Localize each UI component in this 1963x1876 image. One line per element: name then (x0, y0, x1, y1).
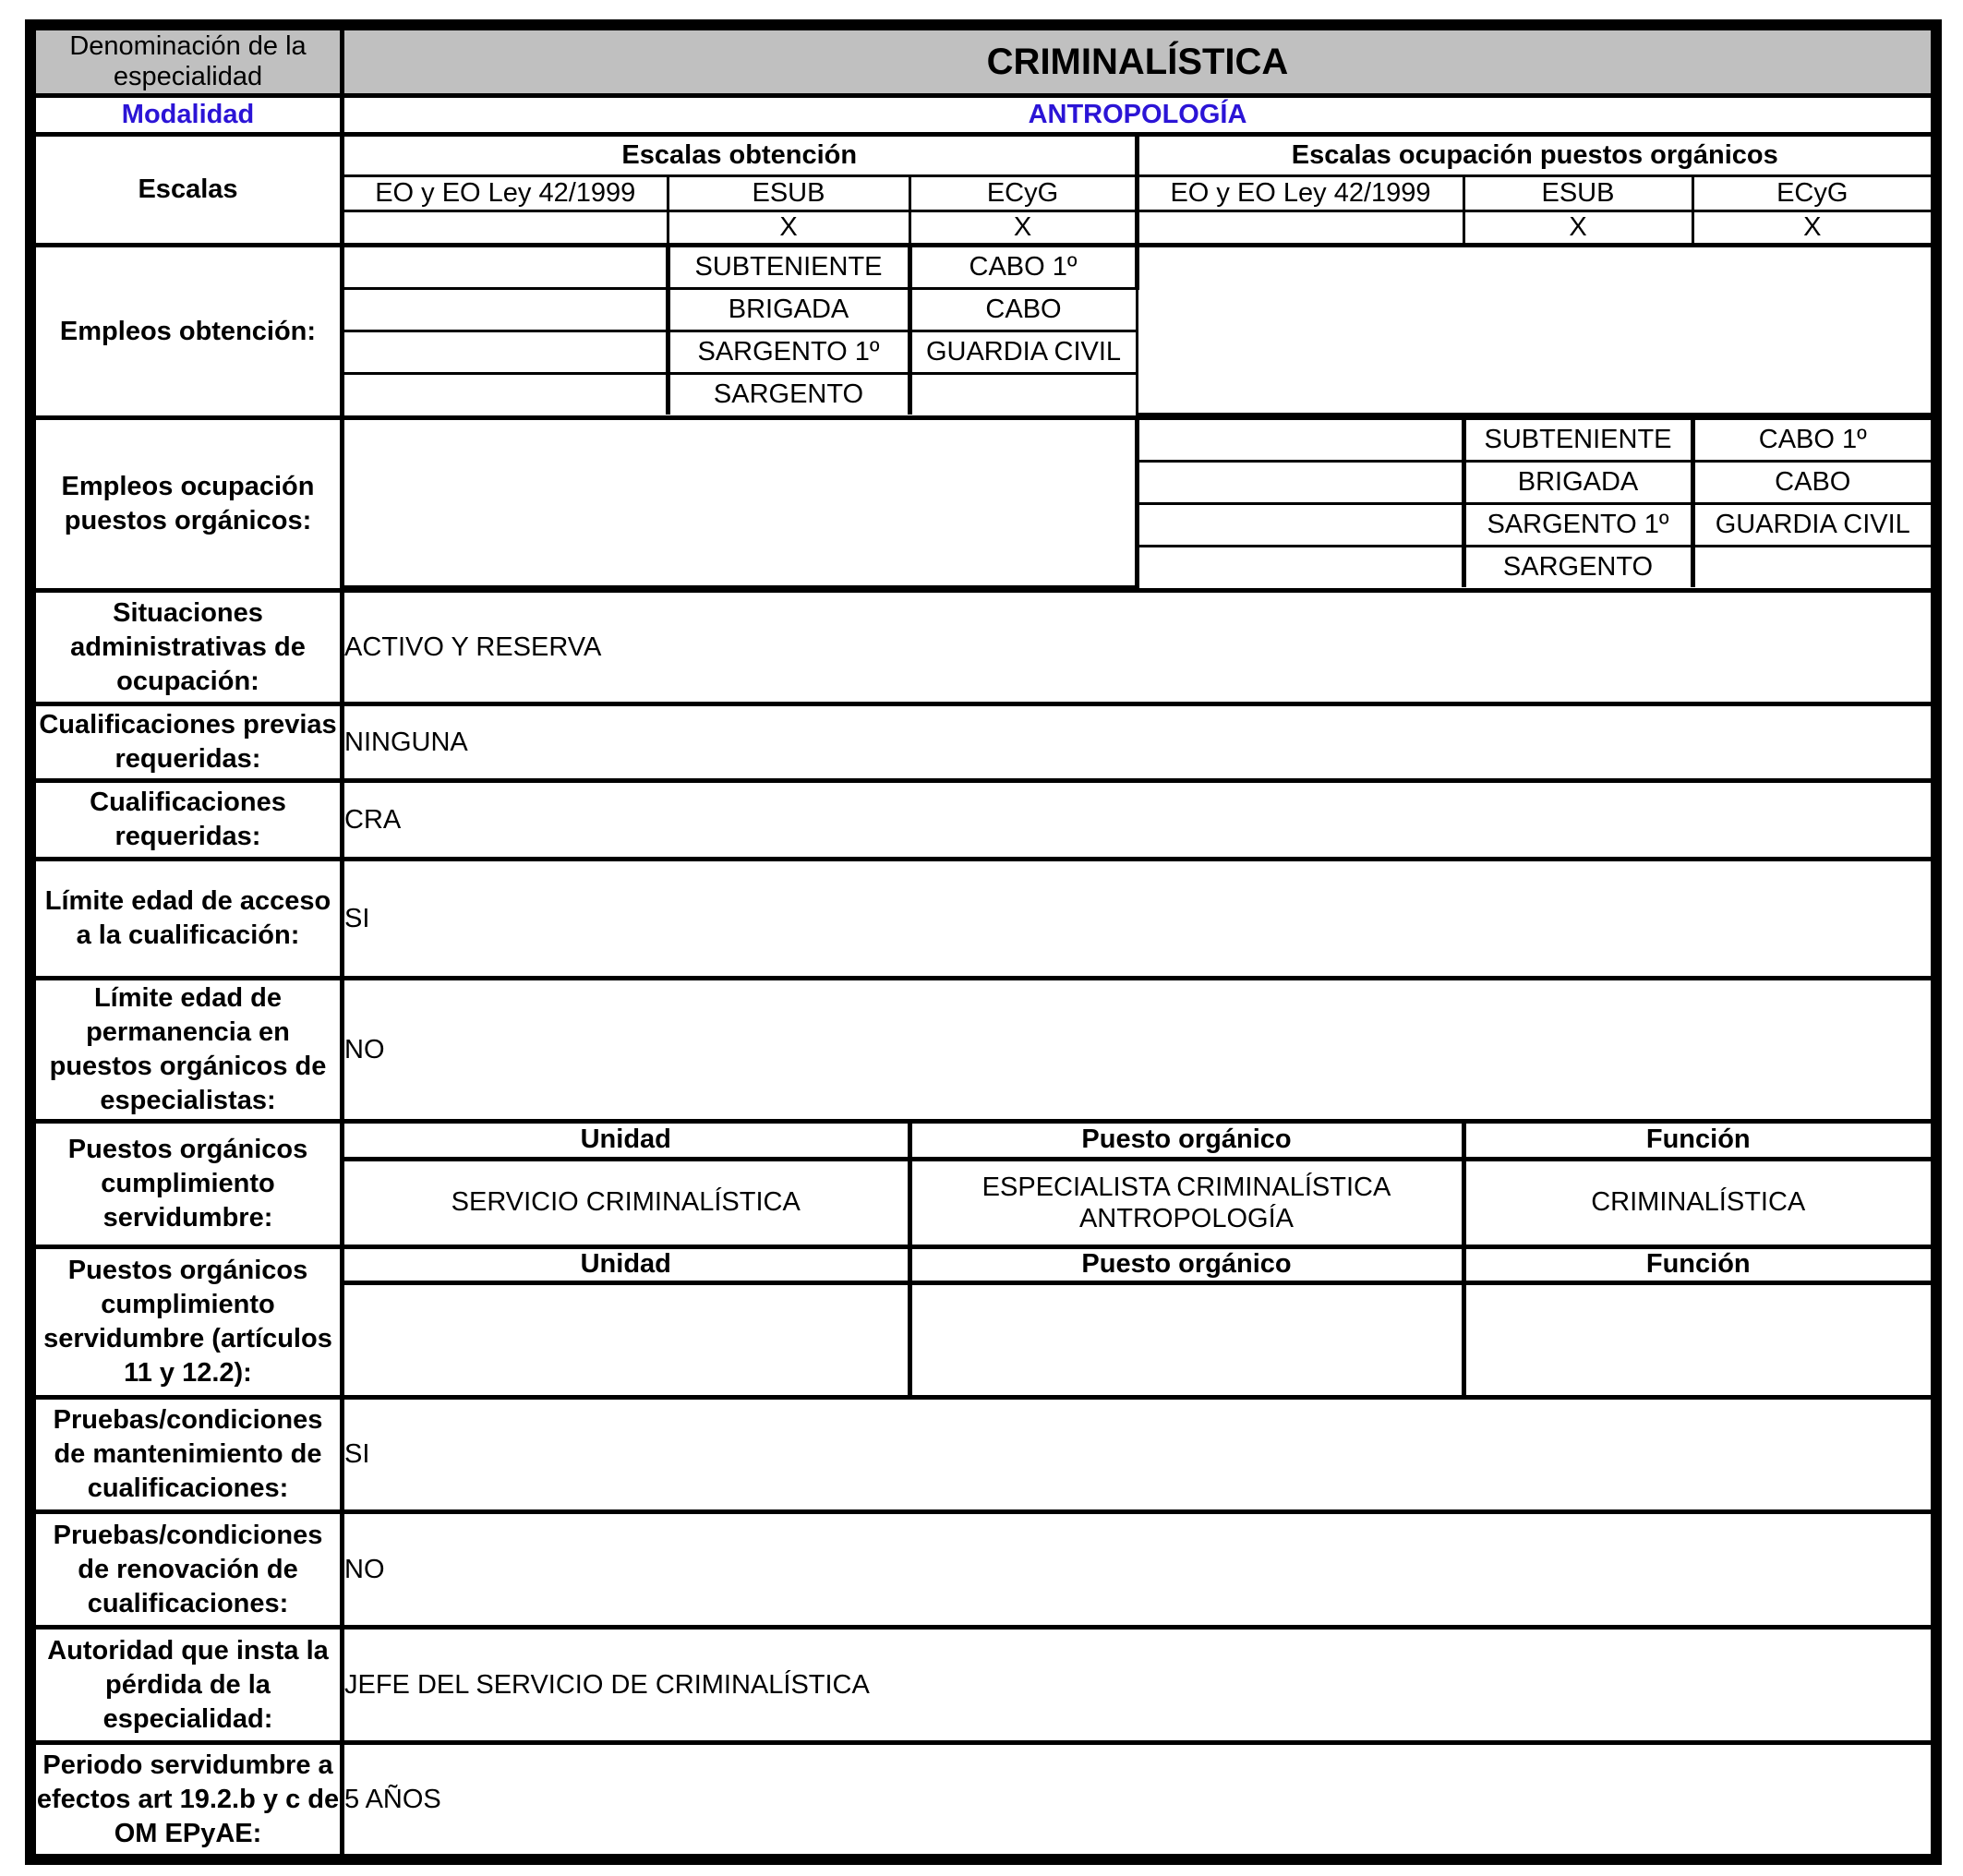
autoridad-label: Autoridad que insta la pérdida de la especialidad: (34, 1628, 343, 1743)
escala-mark: X (909, 210, 1137, 243)
empleo-cell (344, 288, 668, 331)
empleos-ocupacion-cell (343, 418, 1933, 591)
pruebas-renovacion-value: NO (343, 1512, 1933, 1628)
page-title: CRIMINALÍSTICA (343, 29, 1933, 96)
situaciones-label: Situaciones administrativas de ocupación: (34, 591, 343, 704)
empleo-cell: CABO (1692, 461, 1931, 503)
empleos-obtencion-blank (1137, 247, 1931, 415)
escala-mark: X (1463, 210, 1692, 243)
escalas-ocupacion-header: Escalas ocupación puestos orgánicos (1137, 137, 1931, 175)
empleo-cell (1137, 546, 1463, 586)
autoridad-value: JEFE DEL SERVICIO DE CRIMINALÍSTICA (343, 1628, 1933, 1743)
puestos-servidumbre-grid (344, 1124, 1931, 1245)
cualif-previas-value: NINGUNA (343, 704, 1933, 781)
modalidad-value: ANTROPOLOGÍA (343, 96, 1933, 135)
cualif-requeridas-value: CRA (343, 781, 1933, 860)
empleo-cell: SARGENTO (668, 373, 909, 414)
escalas-label: Escalas (34, 135, 343, 246)
funcion-header: Función (1463, 1249, 1931, 1282)
pruebas-mantenimiento-value: SI (343, 1398, 1933, 1512)
empleo-cell: BRIGADA (1463, 461, 1692, 503)
empleo-cell: GUARDIA CIVIL (1692, 503, 1931, 546)
puestos-articulos-grid (344, 1249, 1931, 1395)
empleo-cell: SUBTENIENTE (1463, 420, 1692, 461)
empleo-cell: CABO 1º (1692, 420, 1931, 461)
unidad-value: SERVICIO CRIMINALÍSTICA (344, 1159, 909, 1245)
funcion-value: CRIMINALÍSTICA (1463, 1159, 1931, 1245)
empleos-ocupacion-grid (344, 420, 1931, 588)
escala-column: ESUB (1463, 175, 1692, 210)
puesto-header: Puesto orgánico (909, 1124, 1463, 1159)
periodo-label: Periodo servidumbre a efectos art 19.2.b y c de OM EPyAE: (34, 1743, 343, 1857)
cualif-requeridas-label: Cualificaciones requeridas: (34, 781, 343, 860)
empleos-obtencion-grid (344, 247, 1931, 415)
empleo-cell (344, 247, 668, 288)
puestos-servidumbre-cell (343, 1122, 1933, 1247)
empleo-cell (909, 373, 1137, 414)
limite-permanencia-value: NO (343, 979, 1933, 1122)
escalas-grid-cell (343, 135, 1933, 246)
periodo-value: 5 AÑOS (343, 1743, 1933, 1857)
empleo-cell: SARGENTO (1463, 546, 1692, 586)
unidad-value (344, 1282, 909, 1395)
puestos-articulos-cell (343, 1247, 1933, 1398)
empleo-cell: SUBTENIENTE (668, 247, 909, 288)
puesto-header: Puesto orgánico (909, 1249, 1463, 1282)
escala-mark (344, 210, 668, 243)
limite-permanencia-label: Límite edad de permanencia en puestos orgánicos de especialistas: (34, 979, 343, 1122)
empleo-cell (1137, 420, 1463, 461)
puesto-value (909, 1282, 1463, 1395)
escalas-obtencion-header: Escalas obtención (344, 137, 1137, 175)
situaciones-value: ACTIVO Y RESERVA (343, 591, 1933, 704)
unidad-header: Unidad (344, 1249, 909, 1282)
escala-column: EO y EO Ley 42/1999 (344, 175, 668, 210)
escala-mark: X (668, 210, 909, 243)
funcion-header: Función (1463, 1124, 1931, 1159)
unidad-header: Unidad (344, 1124, 909, 1159)
limite-acceso-value: SI (343, 860, 1933, 979)
escala-column: ECyG (1692, 175, 1931, 210)
empleos-obtencion-label: Empleos obtención: (34, 246, 343, 418)
empleo-cell (1137, 461, 1463, 503)
empleo-cell: BRIGADA (668, 288, 909, 331)
modalidad-label: Modalidad (34, 96, 343, 135)
empleo-cell (344, 373, 668, 414)
pruebas-renovacion-label: Pruebas/condiciones de renovación de cualificaciones: (34, 1512, 343, 1628)
empleo-cell: CABO 1º (909, 247, 1137, 288)
escala-mark (1137, 210, 1463, 243)
funcion-value (1463, 1282, 1931, 1395)
empleo-cell: CABO (909, 288, 1137, 331)
empleo-cell: GUARDIA CIVIL (909, 331, 1137, 373)
puesto-value: ESPECIALISTA CRIMINALÍSTICA ANTROPOLOGÍA (909, 1159, 1463, 1245)
limite-acceso-label: Límite edad de acceso a la cualificación: (34, 860, 343, 979)
empleo-cell (344, 331, 668, 373)
empleo-cell: SARGENTO 1º (1463, 503, 1692, 546)
especialidad-sheet (25, 19, 1942, 1865)
cualif-previas-label: Cualificaciones previas requeridas: (34, 704, 343, 781)
puestos-articulos-label: Puestos orgánicos cumplimiento servidumbre (artículos 11 y 12.2): (34, 1247, 343, 1398)
escala-column: ECyG (909, 175, 1137, 210)
empleos-ocupacion-blank (344, 420, 1137, 587)
escalas-grid (344, 137, 1931, 243)
escala-column: ESUB (668, 175, 909, 210)
empleos-ocupacion-label: Empleos ocupación puestos orgánicos: (34, 418, 343, 591)
empleo-cell: SARGENTO 1º (668, 331, 909, 373)
especialidad-table (31, 26, 1935, 1858)
pruebas-mantenimiento-label: Pruebas/condiciones de mantenimiento de cualificaciones: (34, 1398, 343, 1512)
puestos-servidumbre-label: Puestos orgánicos cumplimiento servidumbre: (34, 1122, 343, 1247)
denominacion-label: Denominación de la especialidad (34, 29, 343, 96)
escala-column: EO y EO Ley 42/1999 (1137, 175, 1463, 210)
empleos-obtencion-cell (343, 246, 1933, 418)
empleo-cell (1137, 503, 1463, 546)
escala-mark: X (1692, 210, 1931, 243)
empleo-cell (1692, 546, 1931, 586)
